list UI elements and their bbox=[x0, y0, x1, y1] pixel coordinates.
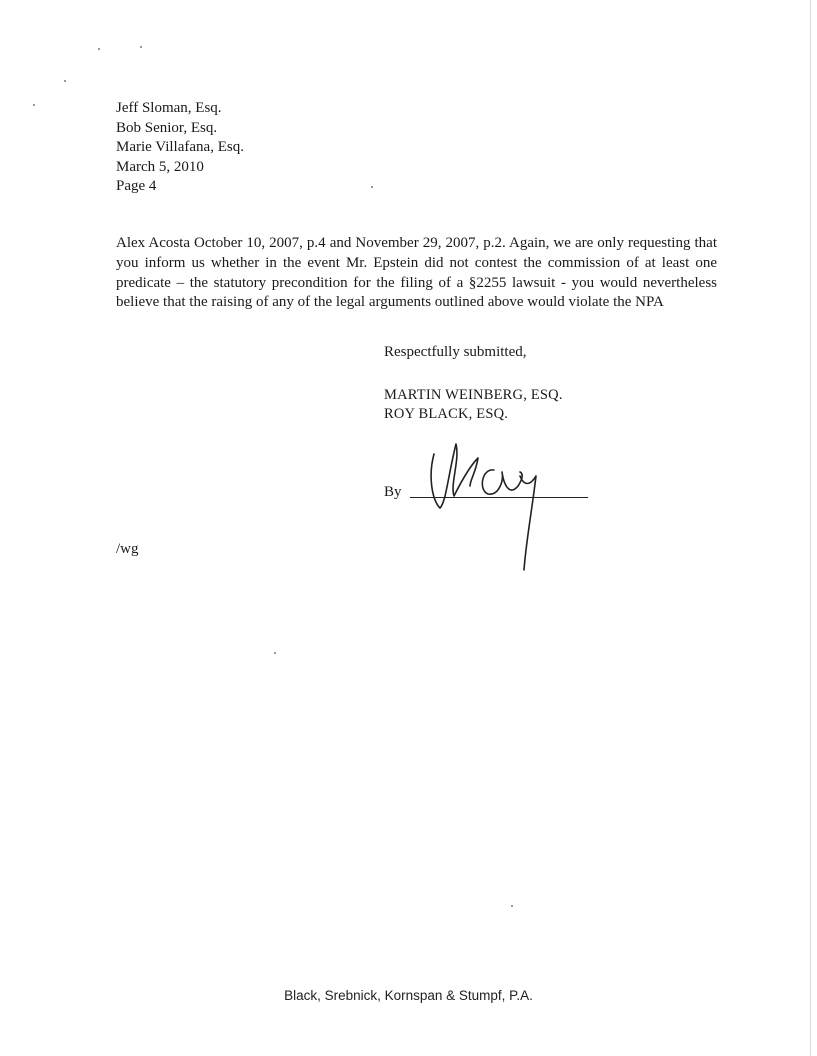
closing-block bbox=[384, 344, 526, 361]
addressee-block bbox=[116, 99, 244, 197]
addressee-line: Bob Senior, Esq. bbox=[116, 119, 218, 136]
handwritten-signature bbox=[420, 432, 550, 572]
by-label: By bbox=[384, 484, 402, 500]
scan-speck bbox=[511, 905, 513, 907]
body-paragraph: Alex Acosta October 10, 2007, p.4 and November 29, 2007, p.2. Again, we are only requesting that you inform us whether in the event Mr. Epstein did not contest the commission of at least one predicate – the statutory precondition for the filing of a §2255 lawsuit - you would nevertheless believe that the raising of any of the legal arguments outlined above would violate the NPA bbox=[116, 235, 717, 311]
addressee-line: Marie Villafana, Esq. bbox=[116, 139, 244, 155]
page-number: Page 4 bbox=[116, 178, 157, 194]
counsel-name: MARTIN WEINBERG, ESQ. bbox=[384, 387, 563, 403]
counsel-name: ROY BLACK, ESQ. bbox=[384, 405, 509, 422]
typist-initials: /wg bbox=[116, 541, 139, 557]
addressee-line: Jeff Sloman, Esq. bbox=[116, 100, 222, 116]
firm-footer: Black, Srebnick, Kornspan & Stumpf, P.A. bbox=[284, 988, 533, 1003]
scan-speck bbox=[33, 104, 35, 106]
scan-speck bbox=[98, 48, 100, 50]
scan-speck bbox=[140, 46, 142, 48]
letter-date: March 5, 2010 bbox=[116, 158, 204, 175]
scan-speck bbox=[371, 186, 373, 188]
closing-line: Respectfully submitted, bbox=[384, 344, 527, 360]
scan-speck bbox=[274, 652, 276, 654]
counsel-block bbox=[384, 386, 563, 423]
scan-speck bbox=[64, 80, 66, 82]
page-edge-line bbox=[810, 0, 811, 1056]
